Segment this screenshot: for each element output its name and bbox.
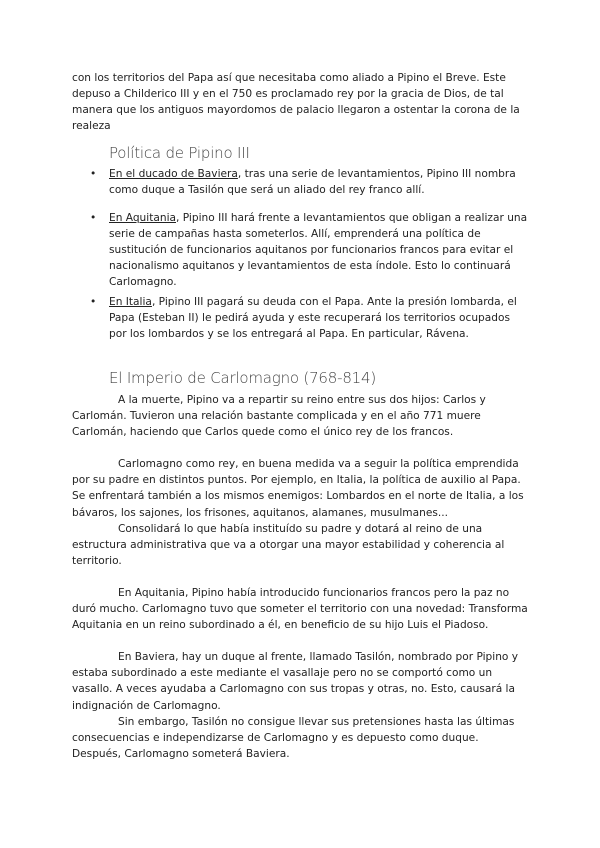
bullet-link[interactable]: En Aquitania	[109, 212, 177, 224]
bullet-dot-icon: •	[90, 296, 97, 308]
bullet-item	[90, 210, 528, 290]
section2-body	[72, 392, 528, 762]
bullet-text: , Pipino III hará frente a levantamientos que obligan a realizar una serie de campañas hasta someterlos. Allí, emprenderá una política de sustitución de funcionarios aquitanos por funcionarios francos para evitar el nacionalismo aquitanos y levantamientos de esta índole. Esto lo continuará Carlomagno.	[109, 212, 528, 289]
bullet-text: , tras una serie de levantamientos, Pipino III nombra como duque a Tasilón que será un aliado del rey franco allí.	[109, 168, 516, 197]
paragraph: Carlomagno como rey, en buena medida va a seguir la política emprendida por su padre en distintos puntos. Por ejemplo, en Italia, la política de auxilio al Papa. Se enfrentará también a los mismos enemigos: Lombardos en el norte de Italia, a los bávaros, los sajones, los frisones, aquitanos, alamanes, musulmanes...	[72, 458, 524, 519]
bullet-item	[90, 294, 528, 342]
paragraph: En Baviera, hay un duque al frente, llamado Tasilón, nombrado por Pipino y estaba subordinado a este mediante el vasallaje pero no se comportó como un vasallo. A veces ayudaba a Carlomagno con sus tropas y otras, no. Esto, causará la indignación de Carlomagno.	[72, 651, 519, 712]
paragraph: A la muerte, Pipino va a repartir su reino entre sus dos hijos: Carlos y Carlomán. Tuvieron una relación bastante complicada y en el año 771 muere Carlomán, haciendo que Carlos quede como el único rey de los francos.	[72, 394, 486, 439]
bullet-text: , Pipino III pagará su deuda con el Papa. Ante la presión lombarda, el Papa (Esteban II) le pedirá ayuda y este recuperará los territorios ocupados por los lombardos y se los entregará al Papa. En particular, Rávena.	[109, 296, 517, 341]
bullet-link[interactable]: En Italia	[109, 296, 152, 308]
paragraph: En Aquitania, Pipino había introducido funcionarios francos pero la paz no duró mucho. Carlomagno tuvo que someter el territorio con una novedad: Transforma Aquitania en un reino subordinado a él, en beneficio de su hijo Luis el Piadoso.	[72, 586, 528, 632]
paragraph: Consolidará lo que había instituído su padre y dotará al reino de una estructura administrativa que va a otorgar una mayor estabilidad y coherencia al territorio.	[72, 522, 505, 567]
bullet-dot-icon: •	[90, 168, 97, 180]
bullet-dot-icon: •	[90, 212, 97, 224]
intro-text: con los territorios del Papa así que necesitaba como aliado a Pipino el Breve. Este depuso a Childerico III y en el 750 es proclamado rey por la gracia de Dios, de tal manera que los antiguos mayordomos de palacio llegaron a ostentar la corona de la realeza	[72, 72, 520, 133]
intro-paragraph	[72, 70, 528, 134]
section-heading-carlomagno: El Imperio de Carlomagno (768-814)	[109, 369, 377, 387]
bullet-item	[90, 166, 528, 198]
paragraph: Sin embargo, Tasilón no consigue llevar sus pretensiones hasta las últimas consecuencias e independizarse de Carlomagno y es depuesto como duque. Después, Carlomagno someterá Baviera.	[72, 715, 515, 760]
section-heading-pipino: Política de Pipino III	[109, 144, 250, 162]
bullet-link[interactable]: En el ducado de Baviera	[109, 168, 238, 180]
